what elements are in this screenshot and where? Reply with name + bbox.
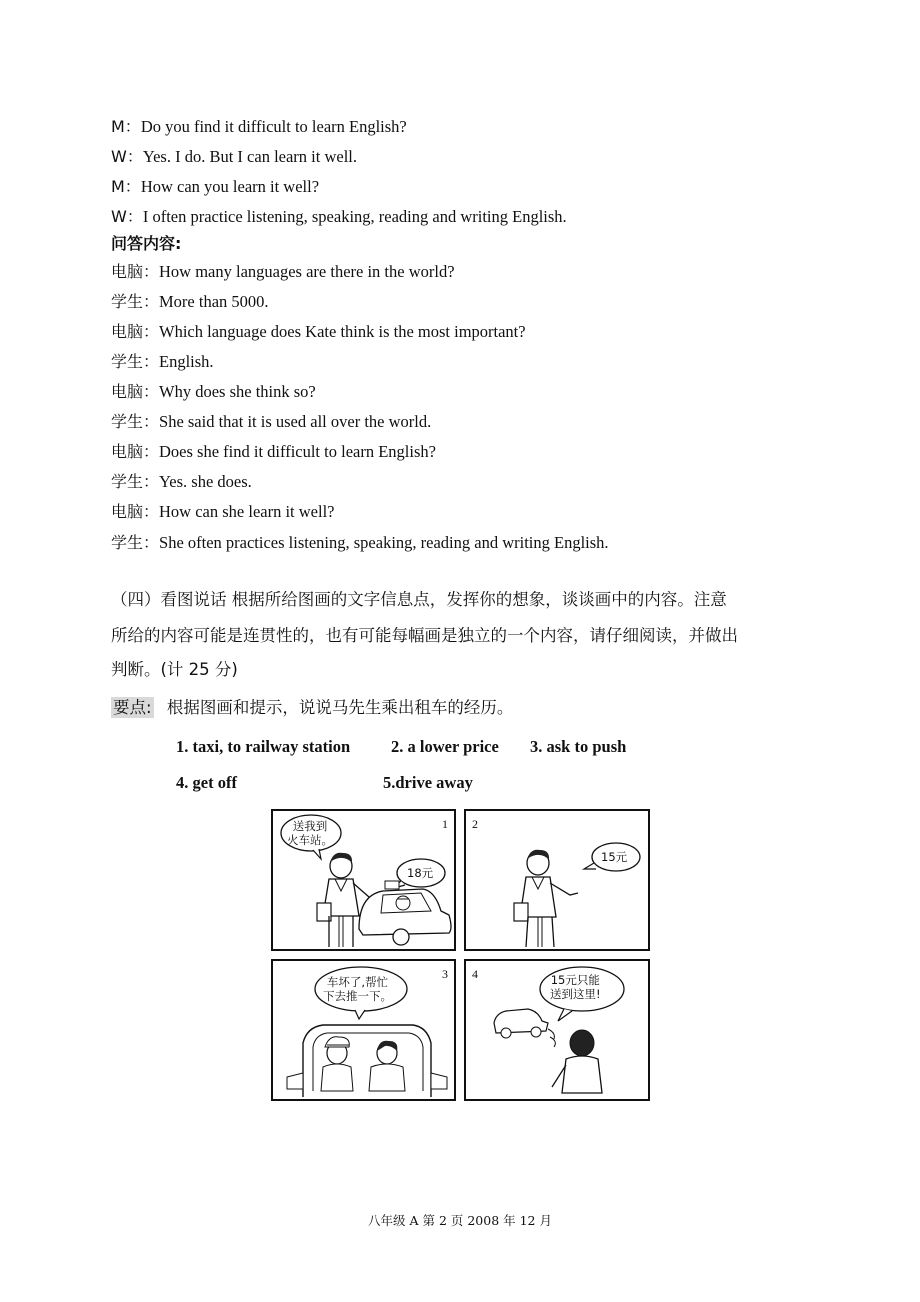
qa-line: 学生：English.	[111, 352, 214, 371]
comic-strip	[271, 809, 650, 1101]
panel-number: 2	[472, 817, 478, 831]
dialogue-line: W：Yes. I do. But I can learn it well.	[111, 147, 357, 166]
bubble-text: 15元	[601, 850, 628, 864]
comic-panel-1	[271, 809, 456, 951]
comic-panel-4	[464, 959, 650, 1101]
qa-line: 电脑：How can she learn it well?	[111, 502, 335, 521]
cue-3: 3. ask to push	[530, 737, 627, 756]
bubble-text: 15元只能 送到这里!	[550, 973, 601, 1002]
cue-1: 1. taxi, to railway station	[176, 737, 351, 756]
panel-number: 4	[472, 967, 478, 981]
bubble-text: 18元	[407, 866, 434, 880]
qa-line: 电脑：Does she find it difficult to learn English?	[111, 442, 436, 461]
qa-line: 学生：She often practices listening, speaking, reading and writing English.	[111, 533, 609, 552]
panel-number: 3	[442, 967, 448, 981]
page-footer: 八年级 A 第 2 页 2008 年 12 月	[368, 1213, 552, 1228]
keypoint-text: 根据图画和提示，说说马先生乘出租车的经历。	[166, 698, 514, 717]
qa-line: 电脑：Why does she think so?	[111, 382, 316, 401]
cue-2: 2. a lower price	[391, 737, 499, 756]
keypoint-label: 要点:	[113, 698, 152, 717]
dialogue-line: M：How can you learn it well?	[111, 177, 320, 196]
bubble-text: 送我到 火车站。	[287, 819, 333, 848]
keypoint	[111, 700, 513, 717]
comic-panel-3	[271, 959, 456, 1101]
passenger-bargaining-illustration	[466, 811, 648, 949]
comic-panel-2	[464, 809, 650, 951]
cue-5: 5.drive away	[383, 773, 473, 792]
instruction-line-1: （四）看图说话 根据所给图画的文字信息点，发挥你的想象，谈谈画中的内容。注意	[111, 590, 727, 609]
dialogue-line: M：Do you find it difficult to learn English?	[111, 117, 407, 136]
dialogue-line: W：I often practice listening, speaking, reading and writing English.	[111, 207, 567, 226]
qa-line: 学生：She said that it is used all over the world.	[111, 412, 432, 431]
qa-line: 电脑：How many languages are there in the world?	[111, 262, 455, 281]
panel-number: 1	[442, 817, 448, 831]
qa-line: 学生：More than 5000.	[111, 292, 269, 311]
instruction-line-3: 判断。(计 25 分)	[111, 660, 238, 679]
qa-heading: 问答内容:	[111, 234, 182, 253]
cue-4: 4. get off	[176, 773, 237, 792]
qa-line: 学生：Yes. she does.	[111, 472, 252, 491]
bubble-text: 车坏了,帮忙 下去推一下。	[323, 975, 392, 1004]
qa-line: 电脑：Which language does Kate think is the most important?	[111, 322, 526, 341]
instruction-line-2: 所给的内容可能是连贯性的，也有可能每幅画是独立的一个内容，请仔细阅读，并做出	[111, 626, 738, 645]
